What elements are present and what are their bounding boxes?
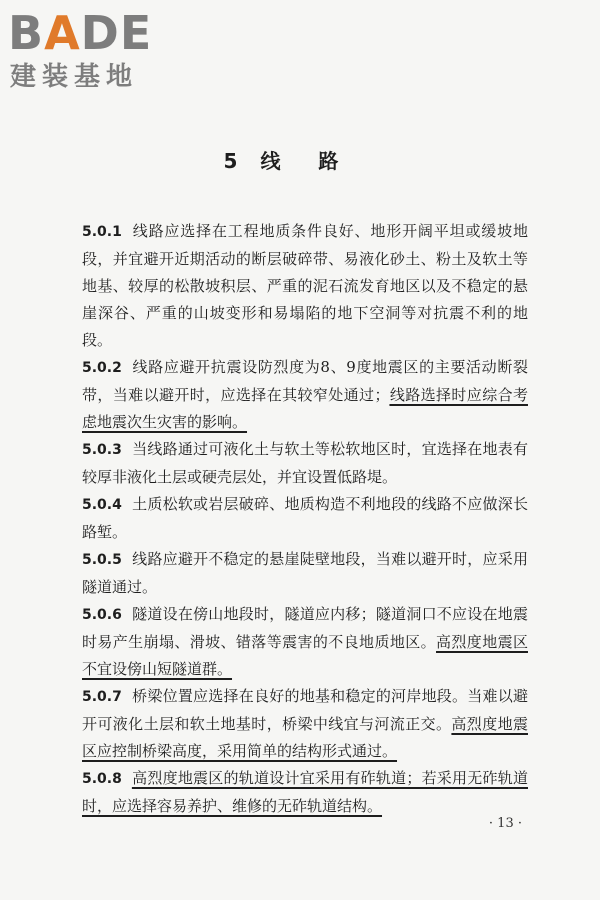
clause-number: 5.0.2: [82, 360, 122, 376]
clause-paragraph: [82, 354, 528, 436]
page-number: · 13 ·: [488, 816, 522, 831]
underlined-clause-text: 高烈度地震区应控制桥梁高度，采用简单的结构形式通过。: [82, 715, 528, 760]
bade-logo: [8, 6, 178, 94]
clause-number: 5.0.8: [82, 771, 122, 787]
clause-number: 5.0.6: [82, 607, 122, 623]
clause-paragraph: [82, 601, 528, 683]
clause-text: 线路应避开不稳定的悬崖陡壁地段，当难以避开时，应采用隧道通过。: [82, 550, 528, 596]
section-list: [82, 218, 528, 820]
chapter-name: 线路: [260, 149, 377, 173]
clause-paragraph: [82, 218, 528, 354]
logo-subtitle: 建装基地: [10, 62, 139, 92]
logo-letter: D: [80, 6, 120, 60]
clause-number: 5.0.1: [82, 224, 122, 240]
clause-text: 隧道设在傍山地段时，隧道应内移；隧道洞口不应设在地震时易产生崩塌、滑坡、错落等震害的不良地质地区。: [82, 605, 528, 651]
logo-letter: A: [44, 6, 81, 60]
clause-paragraph: [82, 436, 528, 491]
underlined-clause-text: 高烈度地震区的轨道设计宜采用有砟轨道；若采用无砟轨道时，应选择容易养护、维修的无砟轨道结构。: [82, 769, 528, 815]
clause-number: 5.0.3: [82, 442, 122, 458]
clause-number: 5.0.7: [82, 689, 122, 705]
logo-letter: B: [8, 6, 45, 60]
underlined-clause-text: 高烈度地震区不宜设傍山短隧道群。: [82, 633, 528, 678]
underlined-clause-text: 线路选择时应综合考虑地震次生灾害的影响。: [82, 386, 528, 431]
clause-paragraph: [82, 491, 528, 546]
clause-paragraph: [82, 765, 528, 820]
clause-text: 当线路通过可液化土与软土等松软地区时，宜选择在地表有较厚非液化土层或硬壳层处，并宜设置低路堤。: [82, 440, 528, 486]
clause-paragraph: [82, 683, 528, 765]
logo-letter: E: [119, 6, 153, 60]
clause-paragraph: [82, 546, 528, 601]
clause-number: 5.0.5: [82, 552, 122, 568]
clause-text: 线路应避开抗震设防烈度为8、9度地震区的主要活动断裂带，当难以避开时，应选择在其较窄处通过；: [82, 358, 528, 404]
clause-text: 线路应选择在工程地质条件良好、地形开阔平坦或缓坡地段，并宜避开近期活动的断层破碎带、易液化砂土、粉土及软土等地基、较厚的松散坡积层、严重的泥石流发育地区以及不稳定的悬崖深谷、严重的山坡变形和易塌陷的地下空洞等对抗震不利的地段。: [82, 222, 528, 349]
chapter-number: 5: [223, 149, 240, 173]
clause-text: 桥梁位置应选择在良好的地基和稳定的河岸地段。当难以避开可液化土层和软土地基时，桥梁中线宜与河流正交。: [82, 687, 528, 733]
clause-text: 土质松软或岩层破碎、地质构造不利地段的线路不应做深长路堑。: [82, 495, 528, 541]
chapter-title: [0, 145, 600, 174]
logo-wordmark: [8, 6, 152, 60]
clause-number: 5.0.4: [82, 497, 122, 513]
